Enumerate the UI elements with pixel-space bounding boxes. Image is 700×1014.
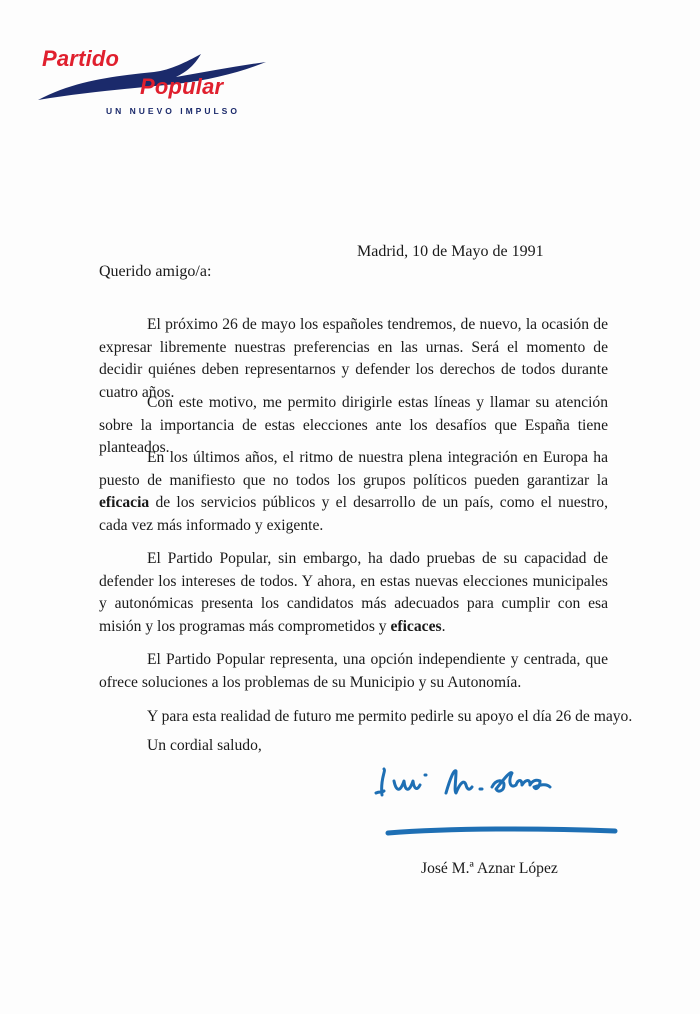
- logo-tagline: UN NUEVO IMPULSO: [106, 106, 240, 116]
- paragraph-2: Con este motivo, me permito dirigirle estas líneas y llamar su atención sobre la importancia de estas elecciones ante los desafíos que España tiene planteados.: [99, 394, 608, 456]
- handwritten-signature: [370, 765, 640, 845]
- bold-word-eficacia: eficacia: [99, 494, 150, 511]
- logo-word-popular: Popular: [140, 74, 224, 99]
- paragraph-3: En los últimos años, el ritmo de nuestra plena integración en Europa ha puesto de manifiesto que no todos los grupos políticos pueden garantizar la eficacia de los servicios públicos y el desarrollo de un país, como el nuestro, cada vez más informado y exigente.: [99, 449, 608, 534]
- bold-word-eficaces: eficaces: [390, 617, 442, 635]
- paragraph-4: El Partido Popular, sin embargo, ha dado pruebas de su capacidad de defender los intereses de todos. Y ahora, en estas nuevas elecciones municipales y autonómicas presenta los candidatos más adecuados para cumplir con esa misión y los programas más comprometidos y eficaces.: [99, 550, 608, 635]
- signatory-name: José M.ª Aznar López: [421, 860, 558, 877]
- letter-date: Madrid, 10 de Mayo de 1991: [357, 243, 544, 260]
- paragraph-6: Y para esta realidad de futuro me permito pedirle su apoyo el día 26 de mayo.: [147, 708, 633, 725]
- party-logo: [36, 46, 286, 122]
- closing-line: Un cordial saludo,: [147, 737, 262, 754]
- paragraph-1: El próximo 26 de mayo los españoles tendremos, de nuevo, la ocasión de expresar libremente nuestras preferencias en las urnas. Será el momento de decidir quiénes deben representarnos y defender los derechos de todos durante cuatro años.: [99, 316, 608, 401]
- letter-greeting: Querido amigo/a:: [99, 263, 212, 280]
- paragraph-5: El Partido Popular representa, una opción independiente y centrada, que ofrece soluciones a los problemas de su Municipio y su Autonomía.: [99, 651, 608, 691]
- logo-word-partido: Partido: [42, 46, 120, 71]
